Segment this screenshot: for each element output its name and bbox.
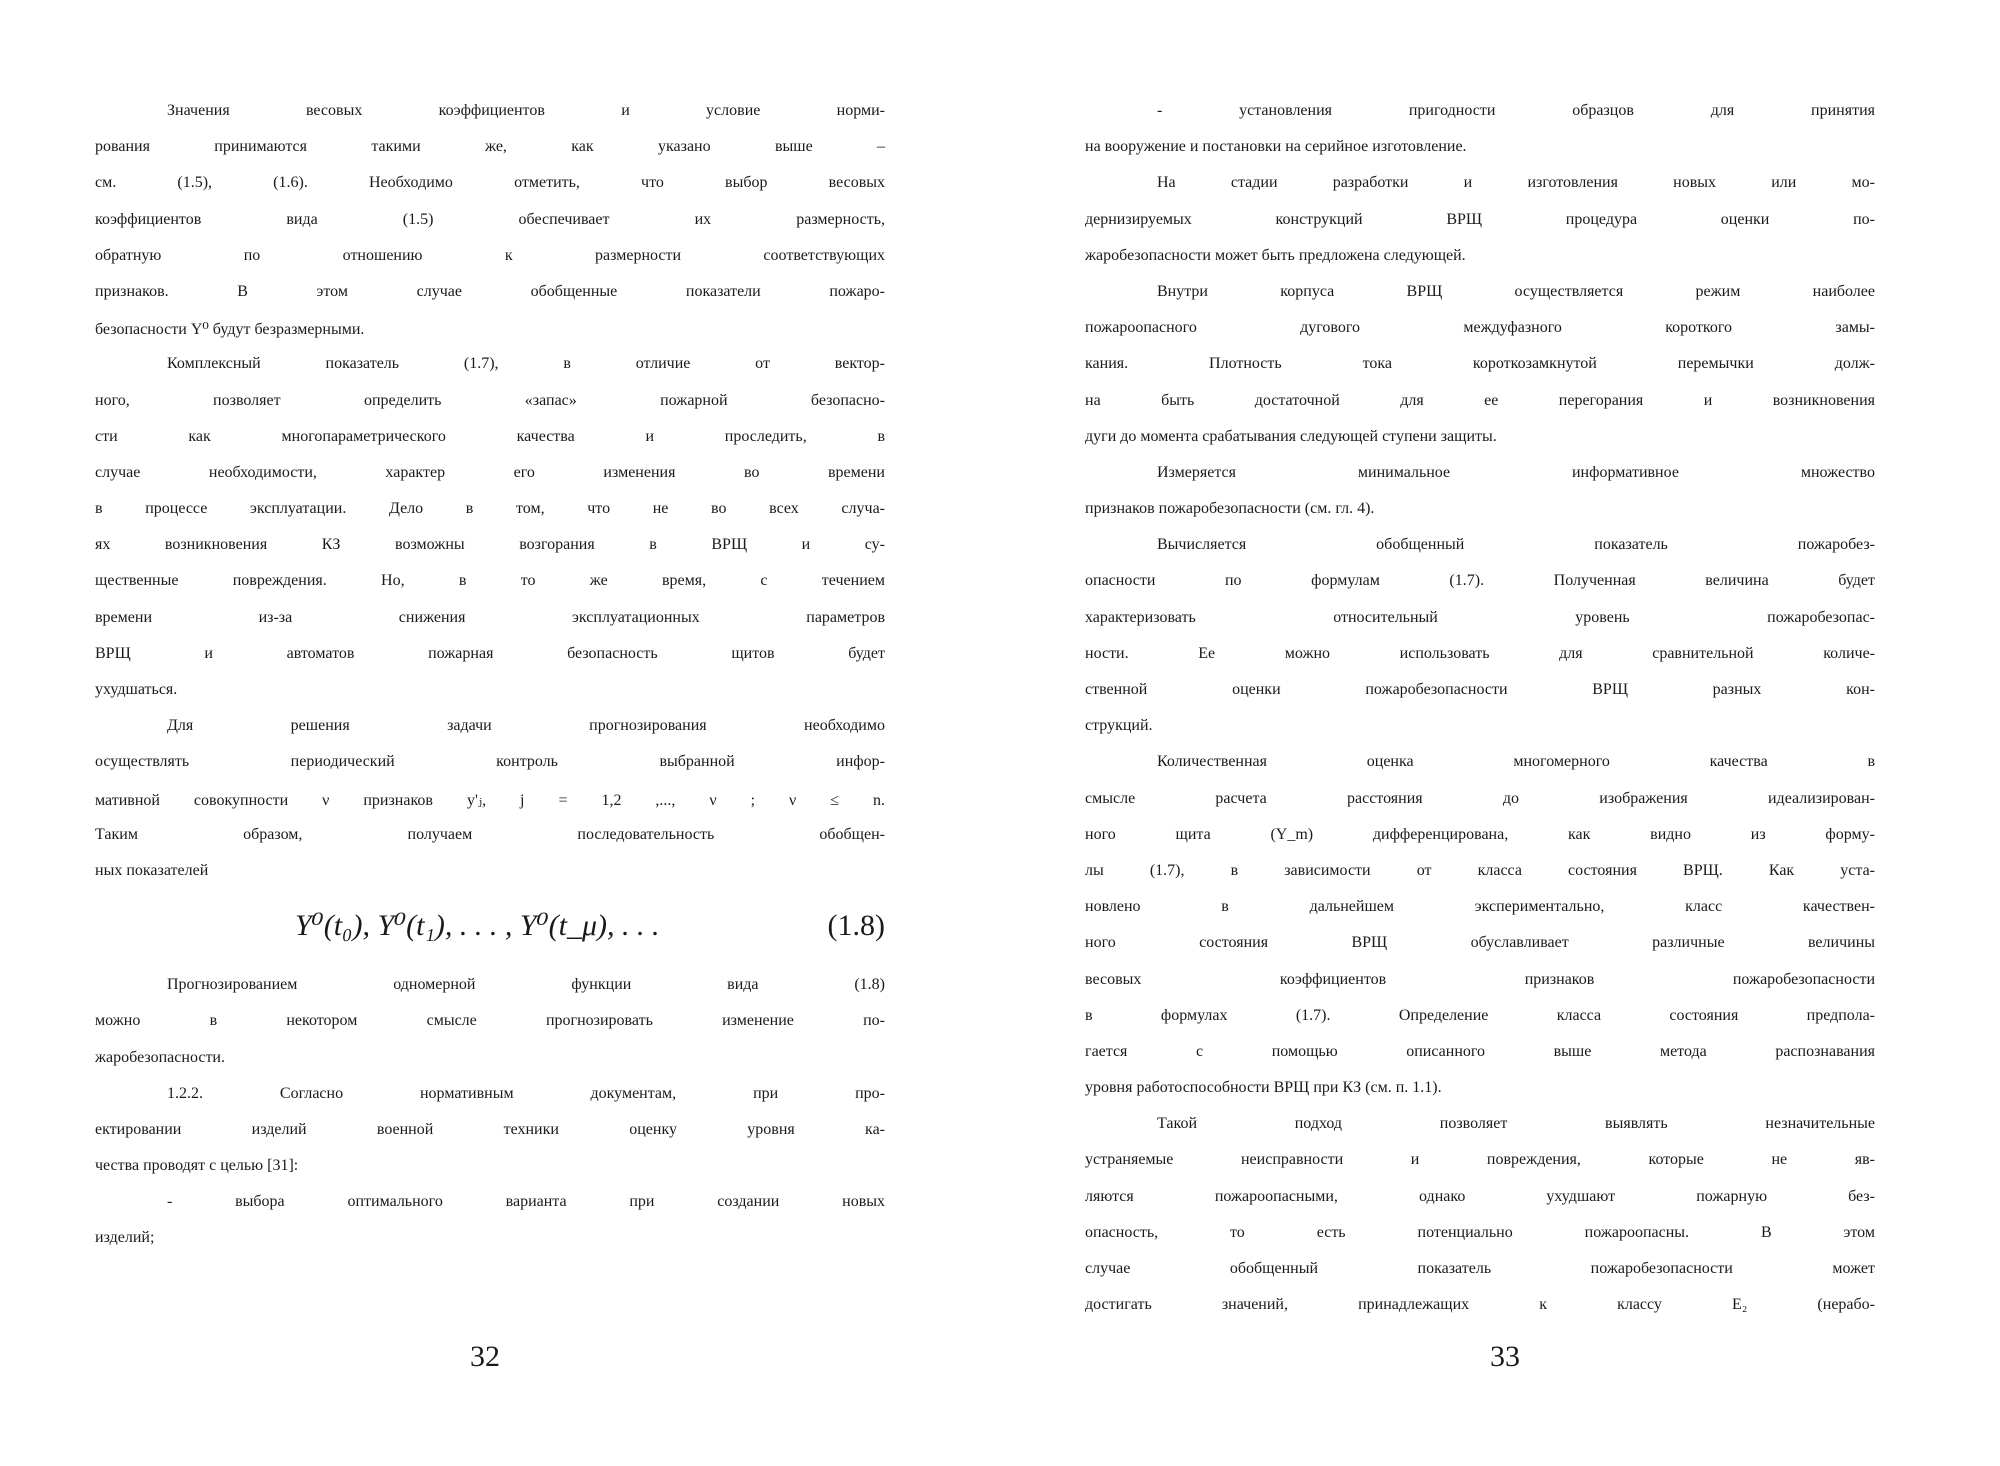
text-line: времени из-за снижения эксплуатационных параметров	[95, 608, 885, 626]
text-line: Комплексный показатель (1.7), в отличие от вектор-	[167, 355, 885, 373]
text-line: уровня работоспособности ВРЩ при КЗ (см. п. 1.1).	[1085, 1079, 1442, 1097]
left-page	[95, 102, 885, 1266]
text-line: ного, позволяет определить «запас» пожарной безопасно-	[95, 391, 885, 409]
text-line: мативной совокупности ν признаков y'ⱼ, j = 1,2 ,..., ν ; ν ≤ n.	[95, 791, 885, 809]
text-line: смысле расчета расстояния до изображения идеализирован-	[1085, 789, 1875, 807]
text-line: ях возникновения КЗ возможны возгорания в ВРЩ и су-	[95, 536, 885, 554]
text-line: кания. Плотность тока короткозамкнутой перемычки долж-	[1085, 355, 1875, 373]
text-line: Таким образом, получаем последовательность обобщен-	[95, 825, 885, 843]
text-line: изделий;	[95, 1229, 155, 1247]
text-line: Значения весовых коэффициентов и условие норми-	[167, 102, 885, 119]
text-line: случае обобщенный показатель пожаробезопасности может	[1085, 1260, 1875, 1277]
text-line: - выбора оптимального варианта при создании новых	[167, 1193, 885, 1211]
text-line: ного состояния ВРЩ обуславливает различные величины	[1085, 934, 1875, 952]
text-line: 1.2.2. Согласно нормативным документам, при про-	[167, 1084, 885, 1102]
text-line: лы (1.7), в зависимости от класса состояния ВРЩ. Как уста-	[1085, 861, 1875, 879]
formula-1-8	[95, 908, 885, 962]
text-line: сти как многопараметрического качества и проследить, в	[95, 427, 885, 445]
text-line: опасности по формулам (1.7). Полученная величина будет	[1085, 572, 1875, 590]
text-line: ственной оценки пожаробезопасности ВРЩ разных кон-	[1085, 681, 1875, 698]
text-line: см. (1.5), (1.6). Необходимо отметить, что выбор весовых	[95, 174, 885, 192]
text-line: безопасности Y⁰ будут безразмерными.	[95, 321, 365, 339]
text-line: дернизируемых конструкций ВРЩ процедура оценки по-	[1085, 210, 1875, 228]
text-line: чества проводят с целью [31]:	[95, 1157, 299, 1175]
text-line: щественные повреждения. Но, в то же время, с течением	[95, 572, 885, 590]
text-line: Количественная оценка многомерного качества в	[1157, 753, 1875, 771]
text-line: в формулах (1.7). Определение класса состояния предпола-	[1085, 1006, 1875, 1024]
page-number-left: 32	[470, 1340, 500, 1373]
text-line: На стадии разработки и изготовления новых или мо-	[1157, 174, 1875, 192]
text-line: признаков. В этом случае обобщенные показатели пожаро-	[95, 282, 885, 300]
text-line: гается с помощью описанного выше метода распознавания	[1085, 1042, 1875, 1060]
page-number-right: 33	[1490, 1340, 1520, 1373]
text-line: опасность, то есть потенциально пожароопасны. В этом	[1085, 1223, 1875, 1241]
text-line: пожароопасного дугового междуфазного короткого замы-	[1085, 319, 1875, 337]
text-line: ного щита (Y_m) дифференцирована, как видно из форму-	[1085, 825, 1875, 843]
formula-expression: Y⁰(t₀), Y⁰(t₁), . . . , Y⁰(t_μ), . . .	[295, 909, 660, 943]
text-line: жаробезопасности.	[95, 1048, 225, 1066]
text-line: на вооружение и постановки на серийное изготовление.	[1085, 138, 1467, 156]
text-line: можно в некотором смысле прогнозировать изменение по-	[95, 1012, 885, 1030]
text-line: характеризовать относительный уровень пожаробезопас-	[1085, 608, 1875, 626]
text-line: новлено в дальнейшем экспериментально, класс качествен-	[1085, 898, 1875, 916]
text-line: ухудшаться.	[95, 681, 178, 698]
text-line: Прогнозированием одномерной функции вида (1.8)	[167, 976, 885, 994]
text-line: жаробезопасности может быть предложена следующей.	[1085, 246, 1466, 264]
text-line: струкций.	[1085, 717, 1153, 735]
formula-number: (1.8)	[827, 909, 885, 943]
text-line: весовых коэффициентов признаков пожаробезопасности	[1085, 970, 1875, 988]
text-line: в процессе эксплуатации. Дело в том, что не во всех случа-	[95, 500, 885, 518]
text-line: устраняемые неисправности и повреждения, которые не яв-	[1085, 1151, 1875, 1169]
text-line: Измеряется минимальное информативное множество	[1157, 463, 1875, 481]
text-line: Внутри корпуса ВРЩ осуществляется режим наиболее	[1157, 282, 1875, 300]
text-line: ВРЩ и автоматов пожарная безопасность щитов будет	[95, 644, 885, 662]
text-line: - установления пригодности образцов для принятия	[1157, 102, 1875, 119]
text-line: на быть достаточной для ее перегорания и возникновения	[1085, 391, 1875, 409]
right-page	[1085, 102, 1875, 1332]
text-line: дуги до момента срабатывания следующей ступени защиты.	[1085, 427, 1497, 445]
text-line: ности. Ее можно использовать для сравнительной количе-	[1085, 644, 1875, 662]
text-line: обратную по отношению к размерности соответствующих	[95, 246, 885, 264]
text-line: случае необходимости, характер его изменения во времени	[95, 463, 885, 481]
text-line: Вычисляется обобщенный показатель пожаробез-	[1157, 536, 1875, 554]
text-line: ных показателей	[95, 861, 209, 879]
text-line: осуществлять периодический контроль выбранной инфор-	[95, 753, 885, 771]
text-line: признаков пожаробезопасности (см. гл. 4).	[1085, 500, 1375, 518]
text-line: рования принимаются такими же, как указано выше –	[95, 138, 885, 156]
text-line: Такой подход позволяет выявлять незначительные	[1157, 1115, 1875, 1133]
text-line: ляются пожароопасными, однако ухудшают пожарную без-	[1085, 1187, 1875, 1205]
text-line: Для решения задачи прогнозирования необходимо	[167, 717, 885, 735]
text-line: ектировании изделий военной техники оценку уровня ка-	[95, 1120, 885, 1138]
text-line: коэффициентов вида (1.5) обеспечивает их размерность,	[95, 210, 885, 228]
text-line: достигать значений, принадлежащих к классу E₂ (нерабо-	[1085, 1296, 1875, 1314]
